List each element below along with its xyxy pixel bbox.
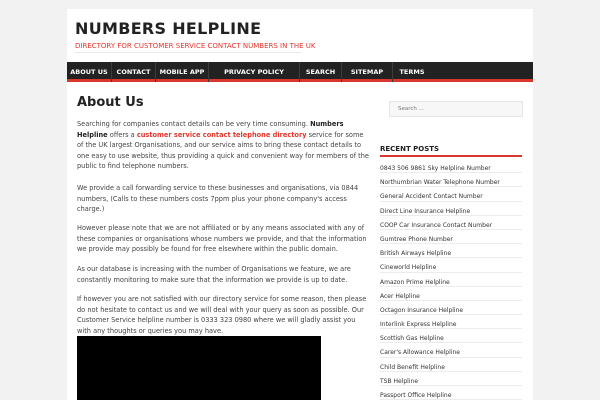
recent-post-link[interactable]: General Accident Contact Number (380, 187, 522, 201)
recent-post-link[interactable]: TSB Helpline (380, 372, 522, 386)
recent-posts-heading: RECENT POSTS (380, 145, 440, 153)
recent-post-link[interactable]: Amazon Prime Helpline (380, 273, 522, 287)
embedded-video[interactable] (77, 336, 321, 400)
recent-posts-list (380, 159, 522, 400)
nav-sitemap[interactable]: SITEMAP (350, 68, 384, 76)
site-title[interactable]: NUMBERS HELPLINE (75, 19, 262, 38)
nav-privacy-policy[interactable]: PRIVACY POLICY (224, 68, 284, 76)
recent-post-link[interactable]: Passport Office Helpline (380, 386, 522, 400)
nav-about-us[interactable]: ABOUT US (70, 68, 108, 76)
nav-terms[interactable]: TERMS (399, 68, 425, 76)
recent-post-link[interactable]: Acer Helpline (380, 287, 522, 301)
recent-post-link[interactable]: Cineworld Helpline (380, 258, 522, 272)
nav-mobile-app[interactable]: MOBILE APP (159, 68, 205, 76)
recent-post-link[interactable]: Interlink Express Helpline (380, 315, 522, 329)
page-container (67, 9, 533, 400)
recent-posts-underline (380, 155, 522, 157)
recent-post-link[interactable]: British Airways Helpline (380, 244, 522, 258)
recent-post-link[interactable]: Gumtree Phone Number (380, 230, 522, 244)
brand-name: Numbers Helpline (77, 120, 344, 139)
recent-post-link[interactable]: Scottish Gas Helpline (380, 329, 522, 343)
forwarding-paragraph: We provide a call forwarding service to these businesses and organisations, via 0844 numbers, (Calls to these numbers costs 7ppm plus your phone company's access charge.) (77, 184, 359, 214)
page-title: About Us (77, 95, 144, 110)
disclaimer-paragraph: However please note that we are not affiliated or by any means associated with any of these companies or organisations whose numbers we provide, and that the information we provide may possibly be found for free elsewhere within the public domain. (77, 224, 367, 254)
directory-link[interactable]: customer service contact telephone directory (136, 130, 307, 139)
intro-text-mid: offers a (109, 130, 135, 139)
recent-post-link[interactable]: Direct Line Insurance Helpline (380, 202, 522, 216)
database-paragraph: As our database is increasing with the number of Organisations we feature, we are constantly monitoring to make sure that the information we provide is up to date. (77, 265, 351, 284)
intro-text-start: Searching for companies contact details can be very time consuming. (77, 120, 308, 128)
intro-text-end: service for some of the UK largest Organisations, and our service aims to bring these contact details to one easy to use website, thus providing a quick and convenient way for members of the public to find telephone numbers. (77, 130, 369, 171)
recent-post-link[interactable]: Octagon Insurance Helpline (380, 301, 522, 315)
nav-contact[interactable]: CONTACT (116, 68, 151, 76)
recent-post-link[interactable]: COOP Car Insurance Contact Number (380, 216, 522, 230)
recent-post-link[interactable]: Child Benefit Helpline (380, 358, 522, 372)
intro-paragraph (77, 119, 369, 172)
site-tagline: DIRECTORY FOR CUSTOMER SERVICE CONTACT NUMBERS IN THE UK (75, 42, 316, 50)
search-input[interactable] (389, 101, 523, 117)
contact-paragraph: If however you are not satisfied with our directory service for some reason, then please do not hesitate to contact us and we will deal with your query as soon as possible. Our Customer Service helpline number is 0333 323 0980 where we will gladly assist you with any thoughts or queries you may have. (77, 295, 367, 335)
tagline-divider (75, 52, 301, 53)
recent-post-link[interactable]: Carer's Allowance Helpline (380, 343, 522, 357)
recent-post-link[interactable]: Northumbrian Water Telephone Number (380, 173, 522, 187)
main-navigation (67, 62, 533, 82)
nav-search[interactable]: SEARCH (305, 68, 336, 76)
recent-post-link[interactable]: 0843 506 9861 Sky Helpline Number (380, 159, 522, 173)
